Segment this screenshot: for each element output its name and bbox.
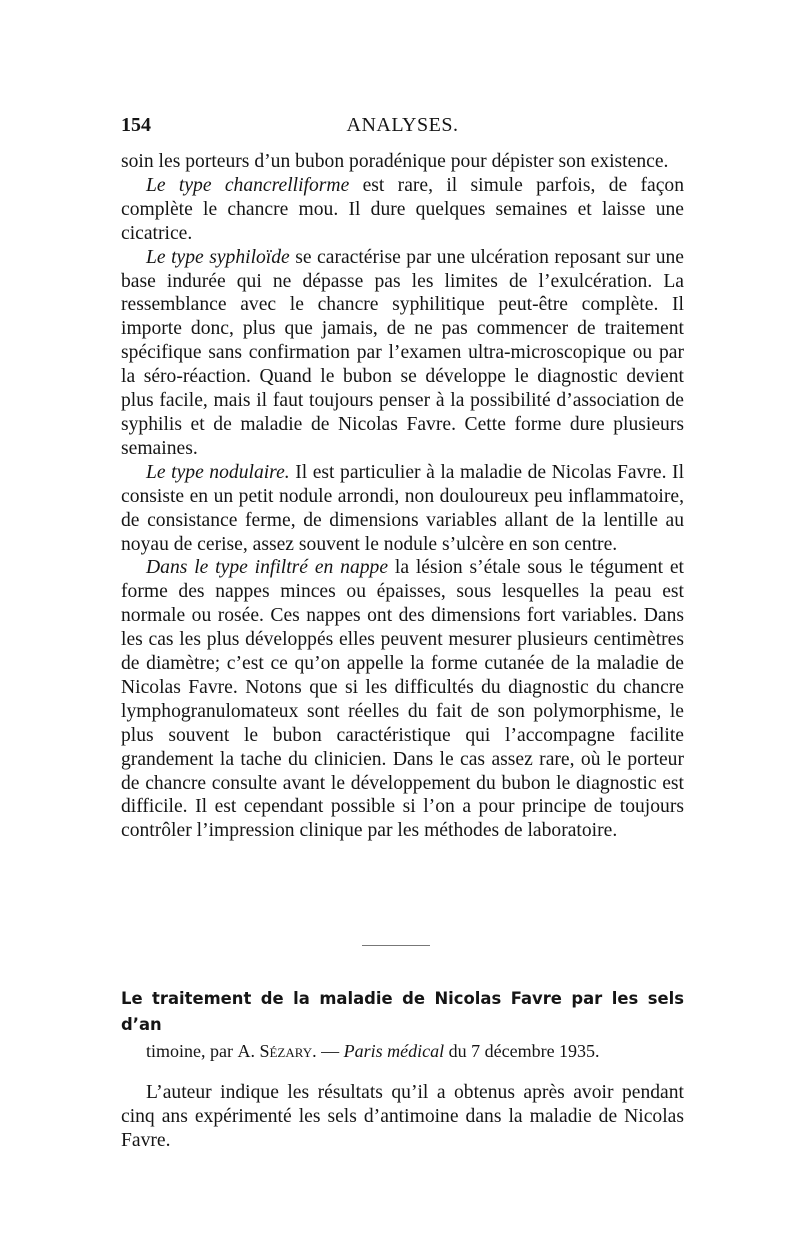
paragraph-type-syphiloide xyxy=(121,246,684,461)
article-citation xyxy=(121,1038,684,1064)
paragraph-lead: Dans le type infiltré en nappe xyxy=(146,557,389,579)
running-title: ANALYSES. xyxy=(346,114,459,136)
paragraph-continuation xyxy=(121,150,684,174)
article-abstract xyxy=(121,986,684,1153)
page-number: 154 xyxy=(121,114,151,136)
citation-dash: — xyxy=(316,1041,344,1061)
article-date: du 7 décembre 1935. xyxy=(444,1041,600,1061)
paragraph-lead: Le type syphiloïde xyxy=(146,246,290,268)
paragraph-type-infiltre xyxy=(121,556,684,843)
paragraph-lead: Le type chancrelliforme xyxy=(146,174,350,196)
page-header xyxy=(121,114,684,144)
paragraph-text: la lésion s’étale sous le tégument et forme des nappes minces ou épaisses, sous lesquelles la peau est normale ou rosée. Ces nappes ont des dimensions fort variables. Dans les cas les plus développés elles peuvent mesurer plusieurs centimètres de diamètre; c’est ce qu’on appelle la forme cutanée de la maladie de Nicolas Favre. Notons que si les difficultés du diagnostic du chancre lymphogranulomateux sont réelles du fait de son polymorphisme, le plus souvent le bubon caractéristique qui l’accompagne facilite grandement la tache du clinicien. Dans le cas assez rare, où le porteur de chancre consulte avant le développement du bubon le diagnostic est difficile. Il est cependant possible si l’on a pour principe de toujours contrôler l’impression clinique par les méthodes de laboratoire. xyxy=(121,557,684,842)
paragraph-text: soin les porteurs d’un bubon poradénique pour dépister son existence. xyxy=(121,151,669,172)
paragraph-type-chancrelliforme xyxy=(121,174,684,246)
article-body: L’auteur indique les résultats qu’il a obtenus après avoir pendant cinq ans expérimenté les sels d’antimoine dans la maladie de Nicolas Favre. xyxy=(121,1082,684,1151)
section-separator xyxy=(362,945,430,946)
article-journal: Paris médical xyxy=(343,1041,445,1061)
paragraph-text: Il est particulier à la maladie de Nicolas Favre. Il consiste en un petit nodule arrondi, non douloureux peu inflammatoire, de consistance ferme, de dimensions variables allant de la lentille au noyau de cerise, assez souvent le nodule s’ulcère en son centre. xyxy=(121,461,685,555)
citation-start: timoine, par xyxy=(146,1041,238,1061)
article-title: Le traitement de la maladie de Nicolas Favre par les sels d’an xyxy=(121,989,684,1034)
paragraph-text: se caractérise par une ulcération reposant sur une base indurée qui ne dépasse pas les limites de l’exulcération. La ressemblance avec le chancre syphilitique peut-être complète. Il importe donc, plus que jamais, de ne pas commencer de traitement spécifique sans confirmation par l’examen ultra-microscopique ou par la séro-réaction. Quand le bubon se développe le diagnostic devient plus facile, mais il faut toujours penser à la possibilité d’association de syphilis et de maladie de Nicolas Favre. Cette forme dure plusieurs semaines. xyxy=(121,246,684,459)
paragraph-type-nodulaire xyxy=(121,461,684,557)
body-text xyxy=(121,150,684,843)
paragraph-lead: Le type nodulaire. xyxy=(146,461,290,483)
paragraph-text: est rare, il simule parfois, de façon complète le chancre mou. Il dure quelques semaines et laisse une cicatrice. xyxy=(121,174,685,244)
article-author: A. Sézary. xyxy=(237,1041,317,1061)
